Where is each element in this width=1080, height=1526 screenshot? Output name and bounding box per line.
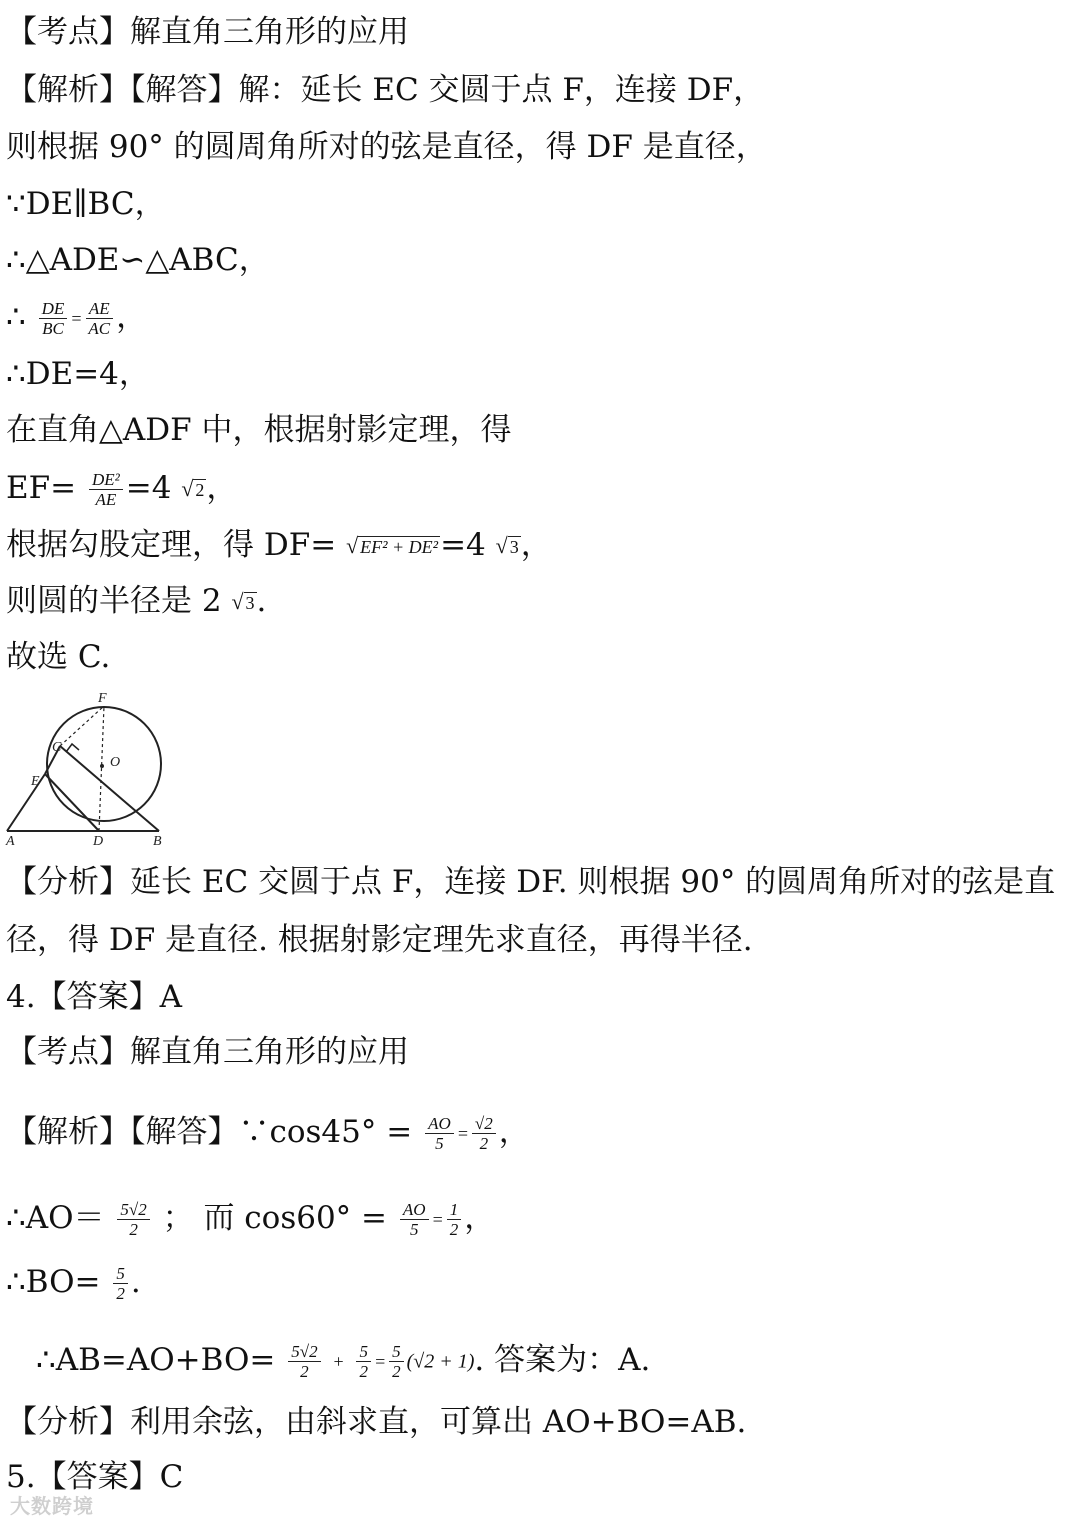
fraction: $\frac{5}{2}$ — [389, 1342, 404, 1381]
solution-text-line: ∴△ADE∽△ABC， — [6, 242, 270, 278]
geometry-figure — [4, 686, 174, 846]
label-o: O — [110, 755, 121, 770]
dashed-df — [99, 706, 104, 831]
fraction: $\frac{5}{2}$ — [113, 1264, 128, 1303]
segment-ed — [45, 774, 99, 831]
sqrt: √ 2 — [181, 476, 205, 501]
right-angle-mark — [66, 744, 79, 752]
fraction: $\frac{√2}{2}$ — [472, 1114, 496, 1153]
ef-formula-line: EF= $\frac{\text{DE²}}{AE}$ =4 √ 2， — [6, 470, 238, 509]
fraction: $\frac{AO}{5}$ — [400, 1200, 429, 1239]
fraction: $\frac{AE}{AC}$ — [85, 299, 113, 338]
label-c: C — [52, 740, 62, 755]
ab-line: ∴AB=AO+BO= $\frac{5√2}{2}$ + $\frac{5}{2}$ = $\frac{5}{2}$ (√2 + 1). 答案为：A. — [36, 1342, 651, 1381]
answer-choice-line: 故选 C. — [6, 639, 111, 675]
analysis-line-1: 【分析】延长 EC 交圆于点 F，连接 DF. 则根据 90° 的圆周角所对的弦是直 — [6, 864, 1056, 900]
ao-line: ∴AO＝ $\frac{5√2}{2}$ ； 而 cos60° = $\frac{AO}{5}$ = $\frac{1}{2}$ ， — [6, 1200, 496, 1239]
fraction: $\frac{\text{DE²}}{AE}$ — [89, 470, 123, 509]
label-b: B — [153, 834, 162, 846]
analysis-line-3: 【分析】利用余弦，由斜求直，可算出 AO+BO=AB. — [6, 1404, 747, 1440]
radius-line: 则圆的半径是 2 √ 3. — [6, 583, 267, 619]
kaodian-line-2: 【考点】解直角三角形的应用 — [6, 1034, 409, 1070]
solution-text-line: 在直角△ADF 中，根据射影定理，得 — [6, 412, 512, 448]
question-4-answer: 4.【答案】A — [6, 979, 182, 1015]
analysis-line-2: 径，得 DF 是直径. 根据射影定理先求直径，再得半径. — [6, 922, 753, 958]
solution-text-line: ∵DE∥BC， — [6, 186, 166, 222]
therefore-symbol: ∴ — [6, 299, 26, 335]
label-f: F — [98, 691, 107, 706]
label-d: D — [93, 834, 104, 846]
label-a: A — [6, 834, 15, 846]
df-formula-line: 根据勾股定理，得 DF= √ EF² + DE²=4 √ 3， — [6, 527, 552, 563]
sqrt: √ 3 — [495, 533, 519, 558]
fraction: $\frac{5}{2}$ — [356, 1342, 371, 1381]
cos45-line: 【解析】【解答】∵cos45° = $\frac{AO}{5}$ = $\frac{√2}{2}$ ， — [6, 1114, 530, 1153]
question-5-answer: 5.【答案】C — [6, 1459, 184, 1495]
label-e: E — [31, 774, 40, 789]
bo-line: ∴BO= $\frac{5}{2}$ . — [6, 1264, 141, 1303]
sqrt: √ EF² + DE² — [346, 533, 439, 558]
fraction: $\frac{AO}{5}$ — [425, 1114, 454, 1153]
fraction: $\frac{5√2}{2}$ — [288, 1342, 320, 1381]
circle — [47, 707, 161, 821]
solution-text-line: 则根据 90° 的圆周角所对的弦是直径，得 DF 是直径， — [6, 129, 767, 165]
solution-text-line: ∴DE=4， — [6, 356, 150, 392]
jiexi-line-1: 【解析】【解答】解：延长 EC 交圆于点 F，连接 DF， — [6, 72, 765, 108]
fraction: $\frac{1}{2}$ — [447, 1200, 462, 1239]
watermark: 大数跨境 — [10, 1494, 94, 1518]
fraction: $\frac{DE}{BC}$ — [39, 299, 68, 338]
sqrt: √ 3 — [231, 589, 255, 614]
fraction: $\frac{5√2}{2}$ — [117, 1200, 149, 1239]
kaodian-line-1: 【考点】解直角三角形的应用 — [6, 14, 409, 50]
center-point — [100, 764, 104, 768]
solution-ratio-line: ∴ $\frac{DE}{BC}$ = $\frac{AE}{AC}$ ， — [6, 299, 148, 338]
